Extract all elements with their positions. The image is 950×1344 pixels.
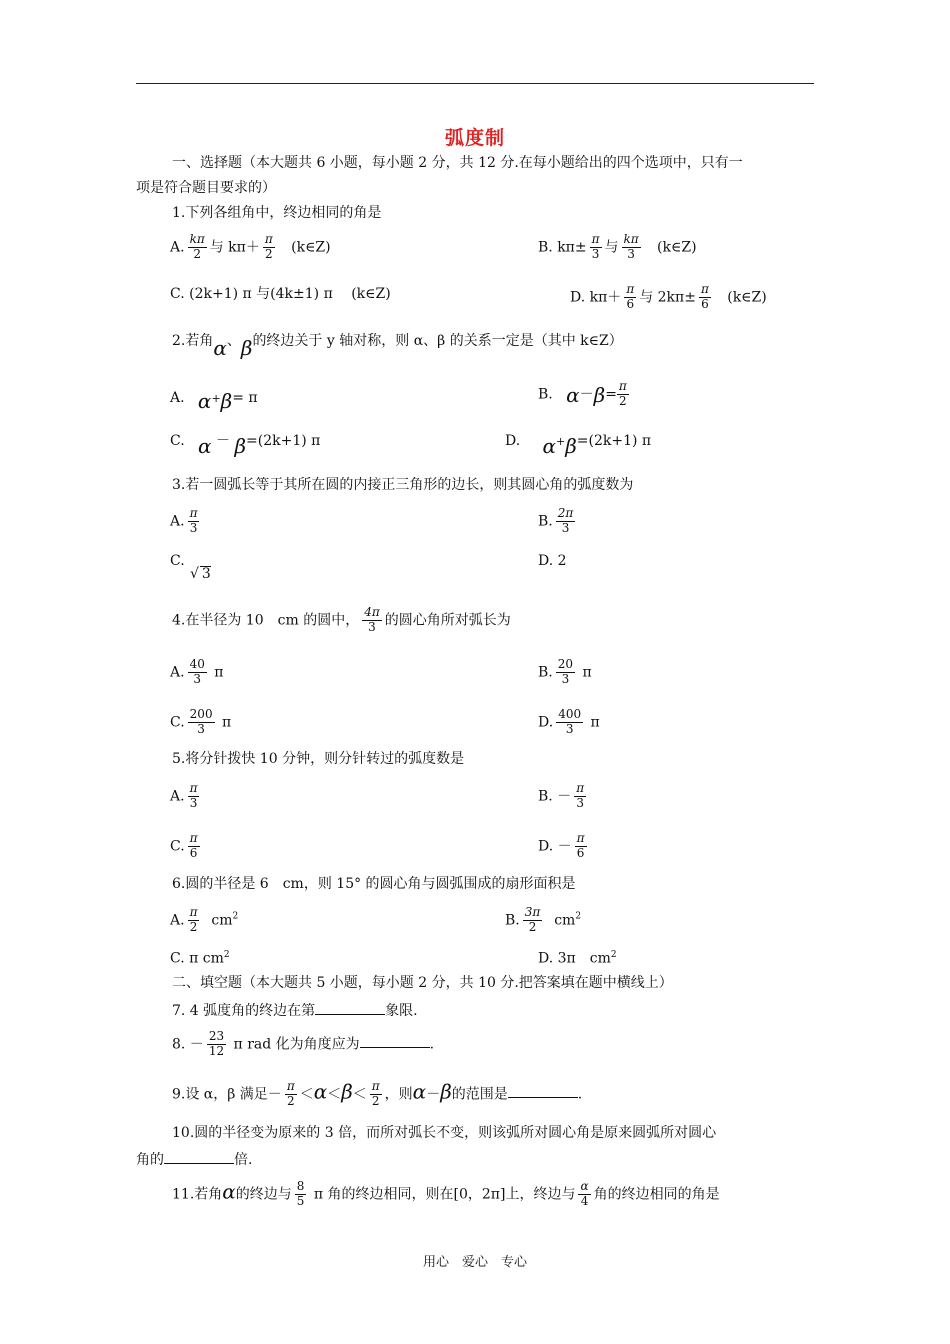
- q11: 11.若角α的终边与 $\frac{8}{5}$ π 角的终边相同，则在[0，2π]上，终边与 $\frac{\alpha}{4}$ 角的终边相同的角是: [172, 1179, 720, 1208]
- q3-option-c: C.: [170, 553, 185, 569]
- q10-answer-blank[interactable]: [164, 1151, 234, 1164]
- q9: 9.设 α，β 满足－ $\frac{\pi}{2}$ ＜α＜β＜ $\frac{\pi}{2}$ ，则α－β的范围是 .: [172, 1079, 583, 1108]
- q4-option-c: C. $\frac{200}{3}$ π: [170, 707, 232, 736]
- q5-option-d: D. － $\frac{\pi}{6}$: [538, 831, 585, 860]
- q4-option-b: B. $\frac{20}{3}$ π: [538, 657, 592, 686]
- q3-option-c-root: √ 3: [190, 566, 211, 582]
- q10-line1: 10.圆的半径变为原来的 3 倍，而所对弧长不变，则该弧所对圆心角是原来圆弧所对圆心: [172, 1125, 717, 1141]
- q2-option-d: D. α+β=(2k+1) π: [505, 433, 652, 458]
- q1-option-a: A. $\frac{k\pi}{2}$ 与 kπ＋ $\frac{\pi}{2}$ (k∈Z): [170, 232, 331, 261]
- q6-option-b: B. $\frac{3\pi}{2}$ $cm^2$: [505, 905, 582, 934]
- q5-stem: 5.将分针拨快 10 分钟，则分针转过的弧度数是: [172, 751, 465, 767]
- q1-stem: 1.下列各组角中，终边相同的角是: [172, 205, 382, 221]
- q3-option-d: D. 2: [538, 553, 567, 569]
- q1-option-c: C. (2k+1) π 与(4k±1) π (k∈Z): [170, 286, 391, 302]
- section1-heading: 一、选择题（本大题共 6 小题，每小题 2 分，共 12 分.在每小题给出的四个选项中，只有一: [172, 155, 743, 171]
- q2-stem: 2.若角α、β的终边关于 y 轴对称，则 α、β 的关系一定是（其中 k∈Z）: [172, 333, 623, 360]
- q6-stem: 6.圆的半径是 6 cm，则 15° 的圆心角与圆弧围成的扇形面积是: [172, 876, 576, 892]
- q6-option-d: D. 3π $cm^2$: [538, 950, 617, 967]
- q3-option-a: A. $\frac{\pi}{3}$: [170, 506, 198, 535]
- q3-stem: 3.若一圆弧长等于其所在圆的内接正三角形的边长，则其圆心角的弧度数为: [172, 477, 634, 493]
- q7-answer-blank[interactable]: [315, 1002, 385, 1015]
- q8-answer-blank[interactable]: [360, 1035, 430, 1048]
- page-footer: 用心 爱心 专心: [422, 1255, 527, 1270]
- q5-option-b: B. － $\frac{\pi}{3}$: [538, 781, 585, 810]
- q4-option-d: D. $\frac{400}{3}$ π: [538, 707, 600, 736]
- q9-answer-blank[interactable]: [508, 1085, 578, 1098]
- q8: 8. － $\frac{23}{12}$ π rad 化为角度应为 .: [172, 1029, 435, 1058]
- q1-option-b: B. kπ± $\frac{\pi}{3}$ 与 $\frac{k\pi}{3}$ (k∈Z): [538, 232, 697, 261]
- page-title: 弧度制: [444, 127, 505, 149]
- q2-option-a: A. α+β= π: [170, 389, 258, 413]
- q7: 7. 4 弧度角的终边在第 象限.: [172, 1003, 418, 1019]
- q4-stem: 4.在半径为 10 cm 的圆中， $\frac{4\pi}{3}$ 的圆心角所对弧长为: [172, 605, 511, 634]
- q5-option-c: C. $\frac{\pi}{6}$: [170, 831, 198, 860]
- q1-option-d: D. kπ＋ $\frac{\pi}{6}$ 与 2kπ± $\frac{\pi}{6}$ (k∈Z): [570, 282, 767, 311]
- section1-heading-cont: 项是符合题目要求的）: [136, 180, 276, 196]
- q2-option-c: C. α － β=(2k+1) π: [170, 433, 321, 458]
- q5-option-a: A. $\frac{\pi}{3}$: [170, 781, 198, 810]
- q4-option-a: A. $\frac{40}{3}$ π: [170, 657, 224, 686]
- section2-heading: 二、填空题（本大题共 5 小题，每小题 2 分，共 10 分.把答案填在题中横线上）: [172, 975, 673, 991]
- q10-line2: 角的 倍.: [136, 1152, 253, 1168]
- q6-option-a: A. $\frac{\pi}{2}$ $cm^2$: [170, 905, 239, 934]
- header-rule: [136, 83, 814, 84]
- q3-option-b: B. $\frac{2\pi}{3}$: [538, 506, 574, 535]
- q2-option-b: B. α－β= $\frac{\pi}{2}$: [538, 379, 627, 408]
- q6-option-c: C. π $cm^2$: [170, 950, 230, 967]
